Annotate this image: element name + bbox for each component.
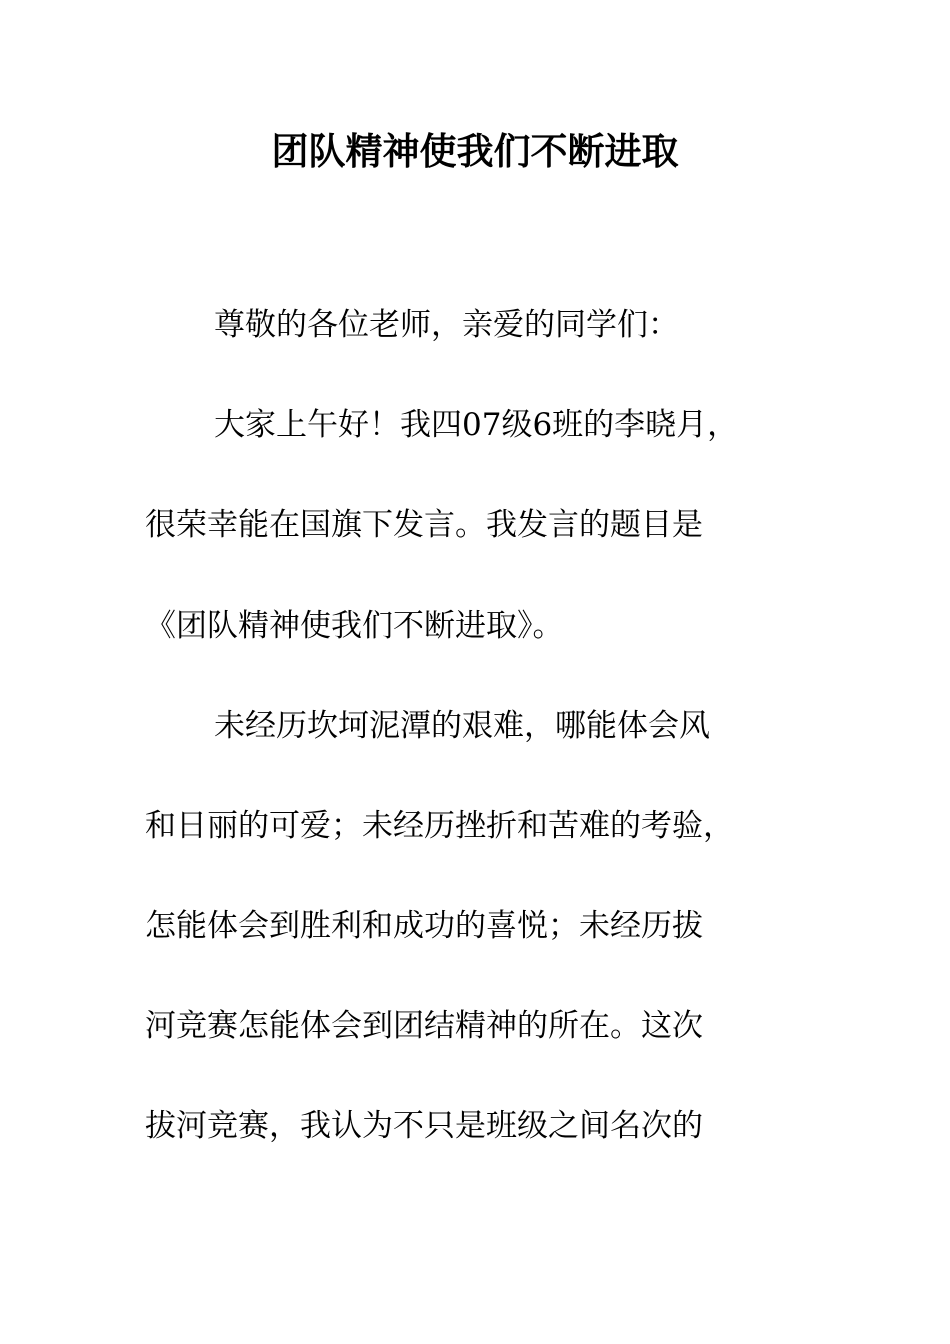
paragraph-line: 未经历坎坷泥潭的艰难，哪能体会风 xyxy=(214,708,710,744)
greeting-line: 尊敬的各位老师，亲爱的同学们： xyxy=(214,307,679,343)
document-title: 团队精神使我们不断进取 xyxy=(271,130,679,173)
paragraph-line: 拔河竞赛，我认为不只是班级之间名次的 xyxy=(145,1108,703,1144)
paragraph-line: 和日丽的可爱；未经历挫折和苦难的考验， xyxy=(145,808,734,844)
paragraph-line: 《团队精神使我们不断进取》。 xyxy=(145,608,564,644)
paragraph-line: 怎能体会到胜利和成功的喜悦；未经历拔 xyxy=(145,908,703,944)
paragraph-line: 很荣幸能在国旗下发言。我发言的题目是 xyxy=(145,507,703,543)
paragraph-line: 大家上午好！我四07级6班的李晓月， xyxy=(214,407,739,443)
paragraph-line: 河竞赛怎能体会到团结精神的所在。这次 xyxy=(145,1008,703,1044)
